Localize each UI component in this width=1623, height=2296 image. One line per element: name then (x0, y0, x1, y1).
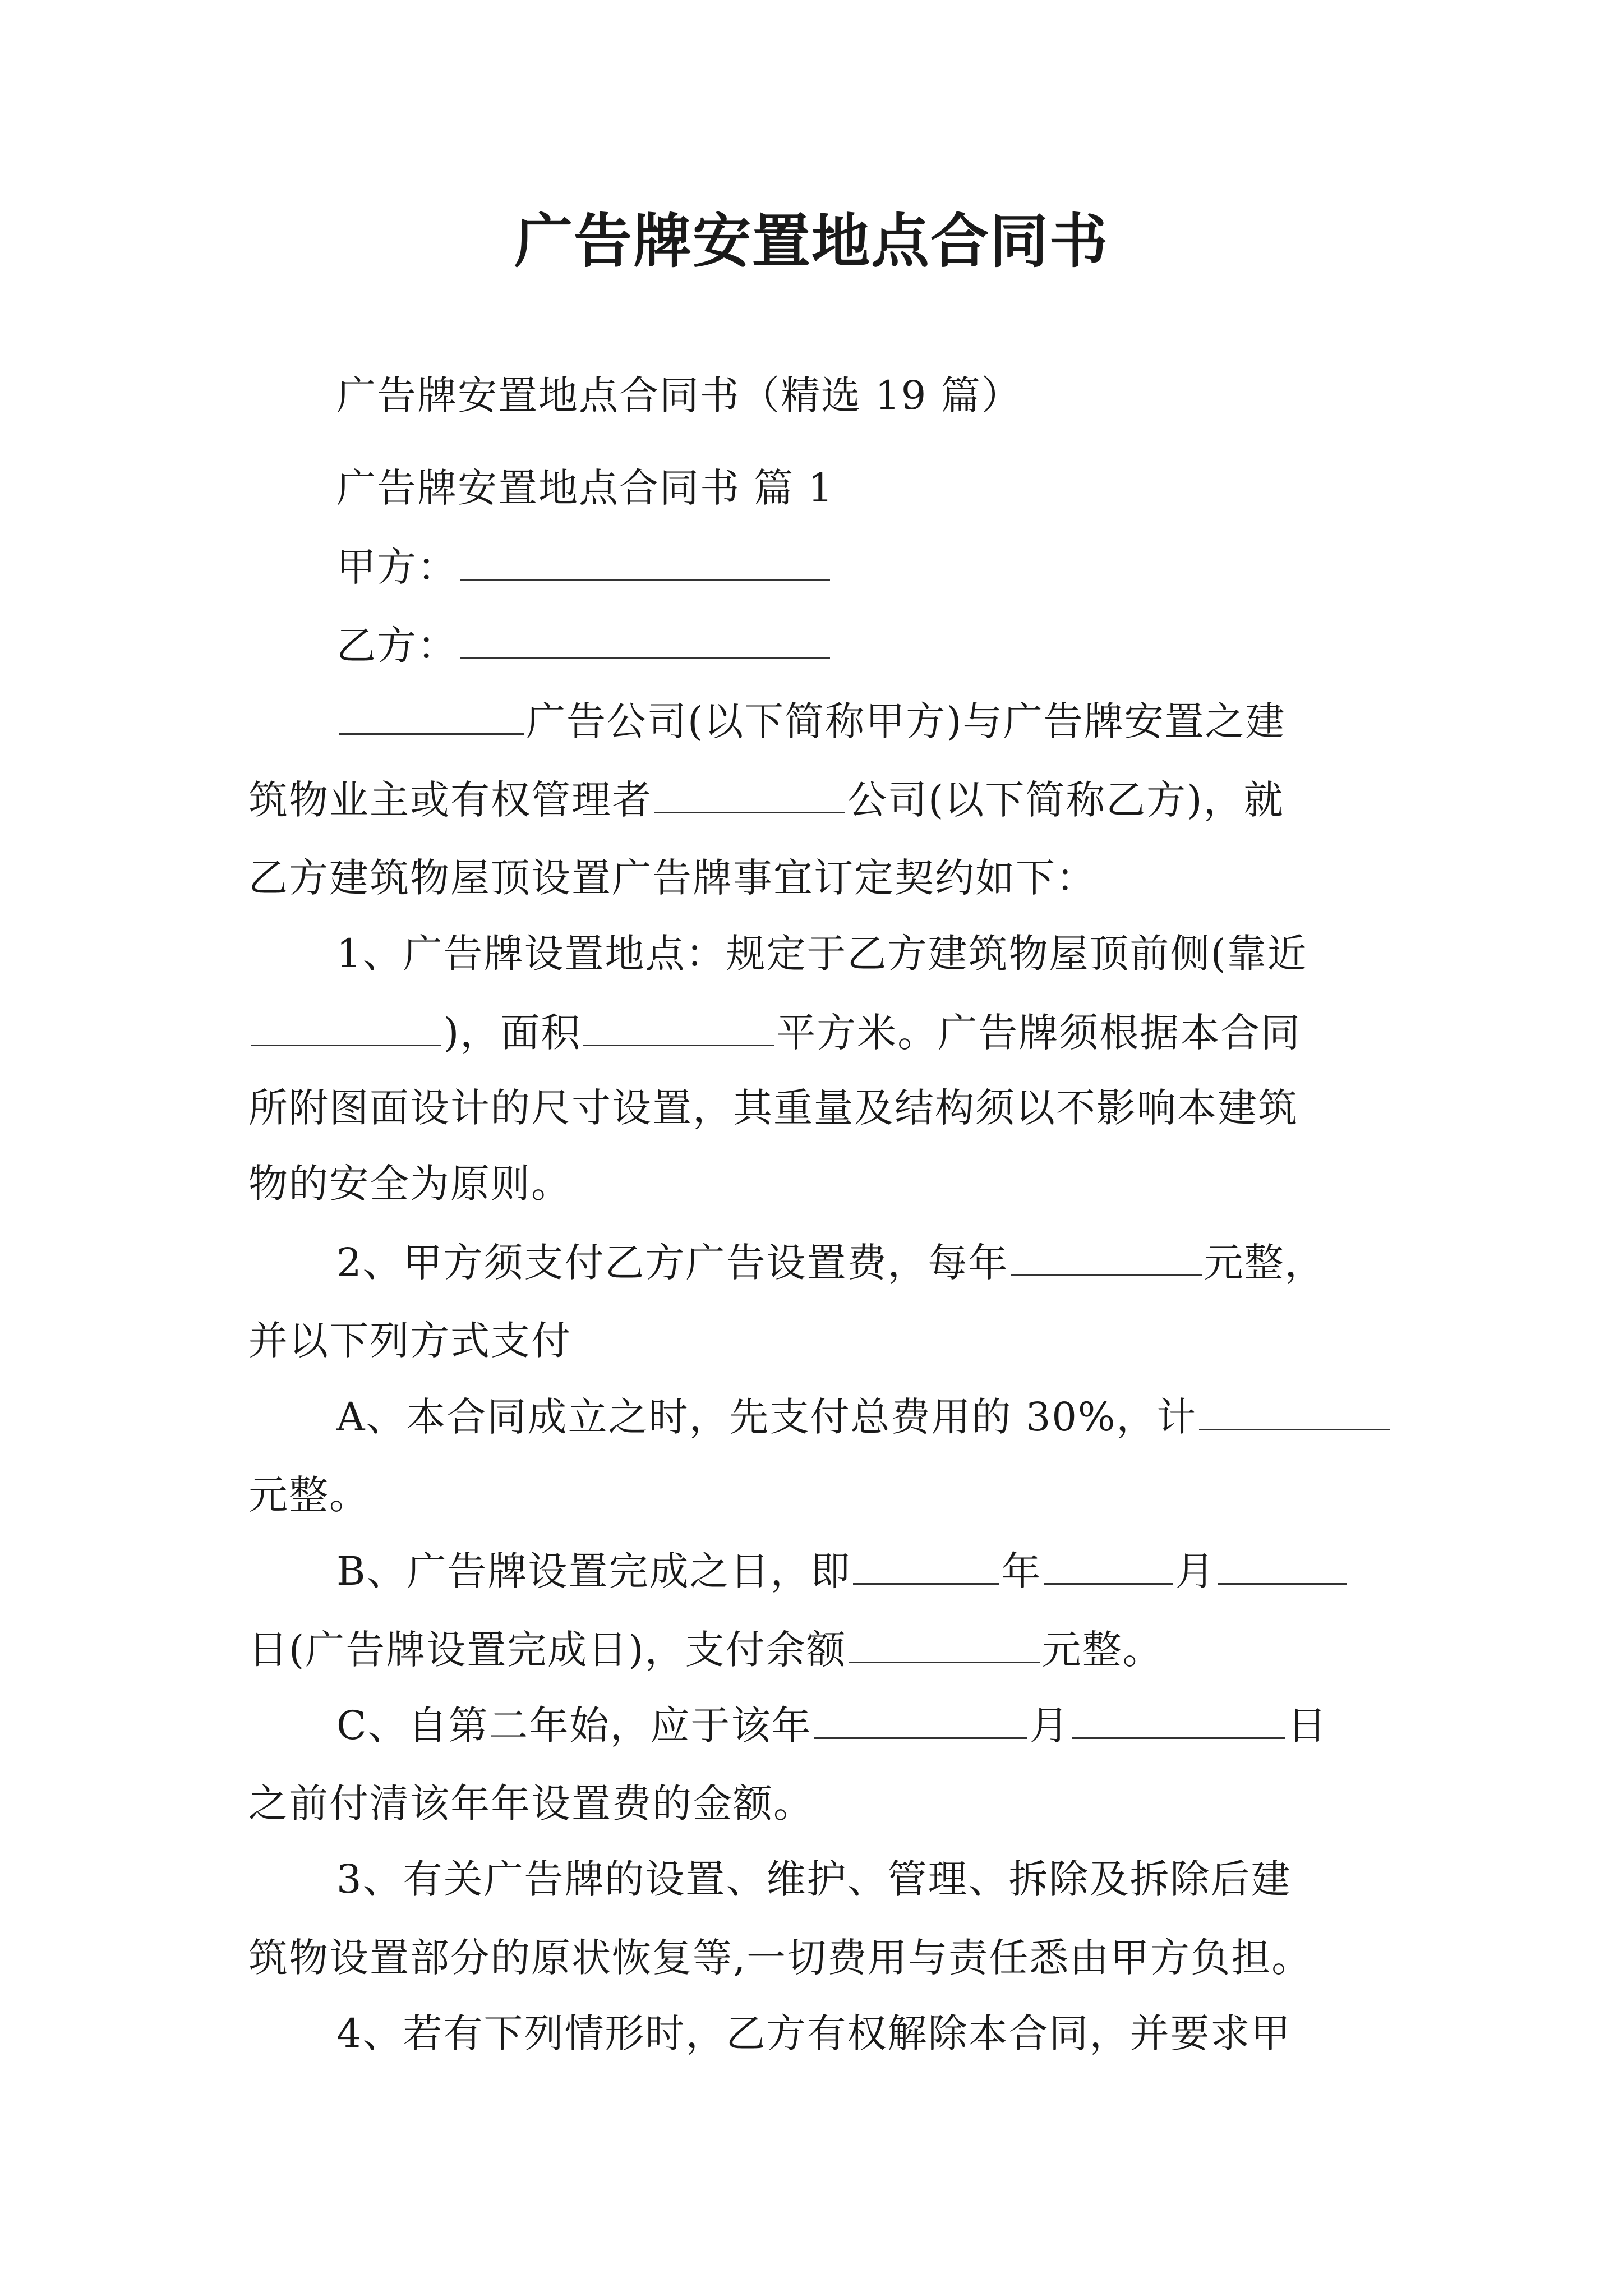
year-blank (853, 1543, 999, 1585)
party-b-line (336, 617, 832, 674)
clauseB-text-2: 日(广告牌设置完成日)，支付余额 (248, 1627, 847, 1673)
clause1-line-3: 所附图面设计的尺寸设置，其重量及结构须以不影响本建筑 (248, 1085, 1298, 1131)
clause2-line-1 (336, 1234, 1325, 1291)
clauseB-line-2 (248, 1621, 1163, 1678)
intro-text-1: 广告公司(以下简称甲方)与广告牌安置之建 (526, 698, 1286, 744)
intro-text-3: 公司(以下简称乙方)，就 (847, 777, 1284, 823)
clause4-line-1: 4、若有下列情形时，乙方有权解除本合同，并要求甲 (336, 2010, 1292, 2056)
balance-blank (849, 1621, 1040, 1663)
clauseB-year-label: 年 (1001, 1548, 1042, 1594)
clauseC-line-2: 之前付清该年年设置费的金额。 (248, 1780, 814, 1826)
intro-line-3: 乙方建筑物屋顶设置广告牌事宜订定契约如下： (248, 855, 1096, 901)
clauseC-day-blank (1072, 1697, 1285, 1739)
section-heading: 广告牌安置地点合同书 篇 1 (336, 465, 834, 511)
area-blank (583, 1004, 774, 1046)
clause1-line-1: 1、广告牌设置地点：规定于乙方建筑物屋顶前侧(靠近 (336, 931, 1308, 977)
clauseB-month-label: 月 (1175, 1548, 1216, 1594)
clause3-line-1: 3、有关广告牌的设置、维护、管理、拆除及拆除后建 (336, 1856, 1292, 1902)
party-a-line (336, 539, 832, 595)
clauseA-line-2: 元整。 (248, 1472, 370, 1518)
clause1-line-2 (248, 1004, 1301, 1061)
clauseA-line-1 (336, 1388, 1392, 1445)
intro-text-2: 筑物业主或有权管理者 (248, 777, 652, 823)
clauseC-text-1: C、自第二年始，应于该年 (336, 1703, 812, 1749)
day-blank (1218, 1543, 1347, 1585)
clause3-line-2: 筑物设置部分的原状恢复等,一切费用与责任悉由甲方负担。 (248, 1935, 1312, 1981)
party-b-label: 乙方： (336, 623, 458, 669)
clause2-text-1: 2、甲方须支付乙方广告设置费，每年 (336, 1240, 1009, 1286)
clauseC-month-blank (814, 1697, 1027, 1739)
clause2-line-2: 并以下列方式支付 (248, 1318, 571, 1364)
document-title: 广告牌安置地点合同书 (514, 206, 1109, 275)
party-a-blank (460, 539, 830, 581)
company-a-blank (339, 693, 524, 735)
company-b-blank (654, 771, 845, 813)
month-blank (1044, 1543, 1173, 1585)
clauseC-month-label: 月 (1029, 1703, 1070, 1749)
clause1-line-4: 物的安全为原则。 (248, 1161, 571, 1207)
clauseB-text-3: 元整。 (1041, 1627, 1163, 1673)
party-a-label: 甲方： (336, 544, 458, 590)
clause1-text-2: )，面积 (444, 1010, 582, 1056)
clauseB-line-1 (336, 1543, 1349, 1599)
clauseA-text-1: A、本合同成立之时，先支付总费用的 30%，计 (336, 1394, 1197, 1440)
intro-line-2 (248, 771, 1284, 828)
clause2-text-2: 元整， (1204, 1240, 1325, 1286)
location-blank (251, 1004, 441, 1046)
clauseC-line-1 (336, 1697, 1328, 1754)
annual-fee-blank (1011, 1234, 1202, 1276)
first-payment-blank (1199, 1388, 1390, 1430)
party-b-blank (460, 617, 830, 659)
clauseB-text-1: B、广告牌设置完成之日，即 (336, 1548, 851, 1594)
subtitle: 广告牌安置地点合同书（精选 19 篇） (336, 372, 1022, 418)
clauseC-day-label: 日 (1287, 1703, 1328, 1749)
clause1-text-3: 平方米。广告牌须根据本合同 (776, 1010, 1302, 1056)
intro-line-1 (336, 693, 1286, 749)
